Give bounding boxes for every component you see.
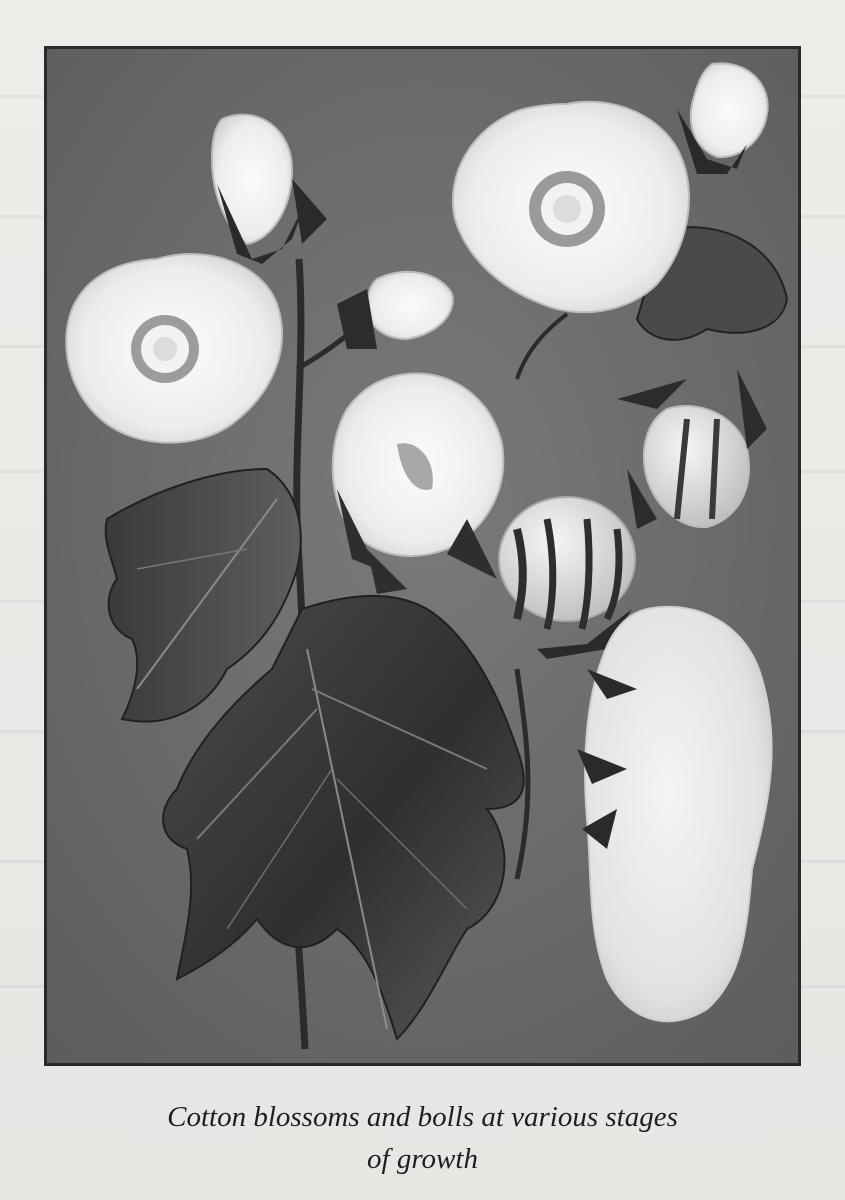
illustration-plate <box>44 46 801 1066</box>
caption-line-2: of growth <box>367 1143 478 1175</box>
caption-line-1: Cotton blossoms and bolls at various stages <box>167 1101 678 1133</box>
figure-caption <box>40 1096 805 1180</box>
cotton-illustration <box>47 49 798 1063</box>
